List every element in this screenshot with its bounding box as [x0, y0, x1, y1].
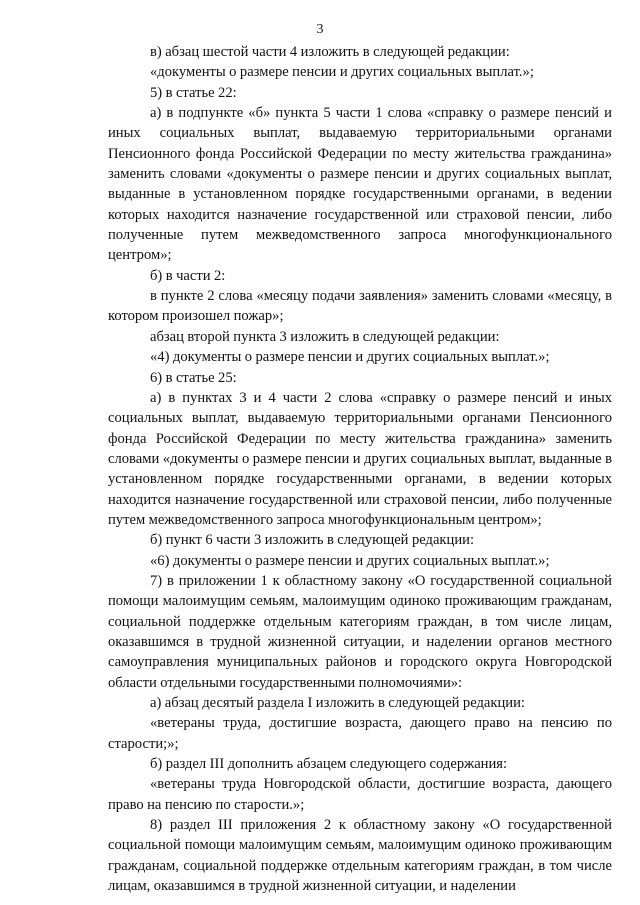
page-number: 3: [316, 22, 324, 37]
paragraph: а) в пунктах 3 и 4 части 2 слова «справку о размере пенсий и иных социальных выплат, выдаваемую территориальными органами Пенсионного фонда Российской Федерации по месту жительства гражданина» заменить словами «документы о размере пенсии и других социальных выплат, выданные в установленном порядке государственными органами, в ведении которых находится назначение государственной или страховой пенсии, либо полученные путем межведомственного запроса многофункциональным центром»;: [108, 389, 612, 528]
paragraph: а) абзац десятый раздела I изложить в следующей редакции:: [150, 695, 525, 711]
paragraph: в пункте 2 слова «месяцу подачи заявления» заменить словами «месяцу, в котором произошел пожар»;: [108, 288, 612, 325]
paragraph: 6) в статье 25:: [150, 369, 237, 386]
paragraph: 5) в статье 22:: [150, 84, 237, 101]
paragraph: «ветераны труда, достигшие возраста, дающего право на пенсию по старости;»;: [108, 715, 612, 752]
paragraph: в) абзац шестой части 4 изложить в следующей редакции:: [150, 44, 510, 60]
paragraph: «ветераны труда Новгородской области, достигшие возраста, дающего право на пенсию по старости.»;: [108, 776, 612, 813]
paragraph: 7) в приложении 1 к областному закону «О государственной социальной помощи малоимущим семьям, малоимущим одиноко проживающим гражданам, социальной поддержке отдельным категориям граждан, в том числе лицам, оказавшимся в трудной жизненной ситуации, и наделении органов местного самоуправления муниципальных районов и городского округа Новгородской области отдельными государственными полномочиями»:: [108, 572, 612, 691]
paragraph: «4) документы о размере пенсии и других социальных выплат.»;: [150, 349, 550, 366]
document-body: [108, 42, 612, 896]
paragraph: б) раздел III дополнить абзацем следующего содержания:: [150, 756, 508, 773]
paragraph: б) в части 2:: [150, 267, 226, 284]
paragraph: 8) раздел III приложения 2 к областному закону «О государственной социальной помощи малоимущим семьям, малоимущим одиноко проживающим гражданам, социальной поддержке отдельным категориям граждан, в том числе лицам, оказавшимся в трудной жизненной ситуации, и наделении: [108, 817, 612, 895]
paragraph: «документы о размере пенсии и других социальных выплат.»;: [150, 64, 534, 81]
paragraph: б) пункт 6 части 3 изложить в следующей редакции:: [150, 532, 475, 549]
paragraph: абзац второй пункта 3 изложить в следующей редакции:: [150, 328, 500, 345]
paragraph: а) в подпункте «б» пункта 5 части 1 слова «справку о размере пенсий и иных социальных выплат, выдаваемую территориальными органами Пенсионного фонда Российской Федерации по месту жительства гражданина» заменить словами «документы о размере пенсии и других социальных выплат, выданные в установленном порядке государственными органами, в ведении которых находится назначение государственной или страховой пенсии, либо полученные путем межведомственного запроса многофункционального центром»;: [108, 105, 612, 264]
paragraph: «6) документы о размере пенсии и других социальных выплат.»;: [150, 552, 550, 569]
